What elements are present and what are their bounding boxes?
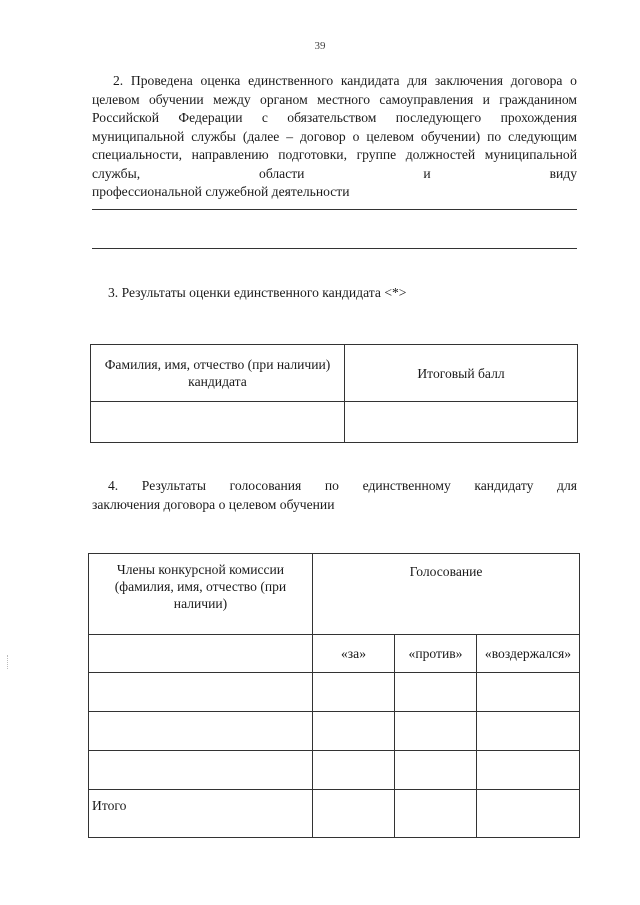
table-cell (313, 751, 395, 790)
table-total-row (89, 790, 580, 838)
column-header-vote-for: «за» (313, 635, 395, 673)
scan-margin-mark (7, 655, 9, 669)
column-header-commission-members: Члены конкурсной комиссии (фамилия, имя, отчество (при наличии) (89, 554, 313, 635)
section-2-line: прохождения муниципальной службы (далее – договор о целевом (92, 110, 577, 144)
table-cell (477, 790, 580, 838)
section-2-line: группе должностей муниципальной службы, области и виду (92, 147, 577, 181)
table-cell (395, 790, 477, 838)
table-cell (89, 712, 313, 751)
table-cell (477, 673, 580, 712)
column-header-vote-against: «против» (395, 635, 477, 673)
table-row (91, 402, 578, 443)
table-header-row (89, 554, 580, 635)
section-4-paragraph (92, 477, 577, 514)
table-subheader-row (89, 635, 580, 673)
table-row (89, 751, 580, 790)
section-4-line: заключения договора о целевом обучении (92, 496, 335, 512)
table-cell (477, 751, 580, 790)
table-row (89, 673, 580, 712)
voting-results-table (88, 553, 580, 838)
fill-in-line (92, 209, 577, 210)
section-2-line: 2. Проведена оценка единственного кандидата для заключения (113, 73, 504, 88)
section-4-line: 4. Результаты голосования по единственному кандидату для (108, 478, 577, 493)
table-cell (477, 712, 580, 751)
table-cell (313, 673, 395, 712)
page-number: 39 (314, 40, 326, 52)
section-2-line: профессиональной служебной деятельности (92, 184, 350, 199)
column-header-total-score: Итоговый балл (345, 345, 578, 402)
table-header-row (91, 345, 578, 402)
table-cell (89, 751, 313, 790)
table-cell (89, 673, 313, 712)
table-cell (89, 635, 313, 673)
table-cell (395, 712, 477, 751)
table-cell (345, 402, 578, 443)
section-2-line: гражданином Российской Федерации с обязательством последующего (92, 91, 578, 125)
section-2-paragraph (92, 72, 577, 202)
table-cell (395, 673, 477, 712)
column-header-vote-abstain: «воздержался» (477, 635, 580, 673)
section-3-heading: 3. Результаты оценки единственного кандидата <*> (108, 285, 407, 300)
column-header-voting: Голосование (313, 554, 580, 635)
table-cell (313, 790, 395, 838)
fill-in-line (92, 248, 577, 249)
section-2-line: обучении) по следующим специальности, направлению подготовки, (92, 128, 577, 162)
candidate-results-table (90, 344, 578, 443)
table-row (89, 712, 580, 751)
table-cell (395, 751, 477, 790)
total-label: Итого (89, 790, 313, 838)
table-cell (313, 712, 395, 751)
section-2-line: договора о целевом обучении между органом местного самоуправления и (92, 73, 577, 107)
table-cell (91, 402, 345, 443)
column-header-candidate-name: Фамилия, имя, отчество (при наличии) кандидата (91, 345, 345, 402)
